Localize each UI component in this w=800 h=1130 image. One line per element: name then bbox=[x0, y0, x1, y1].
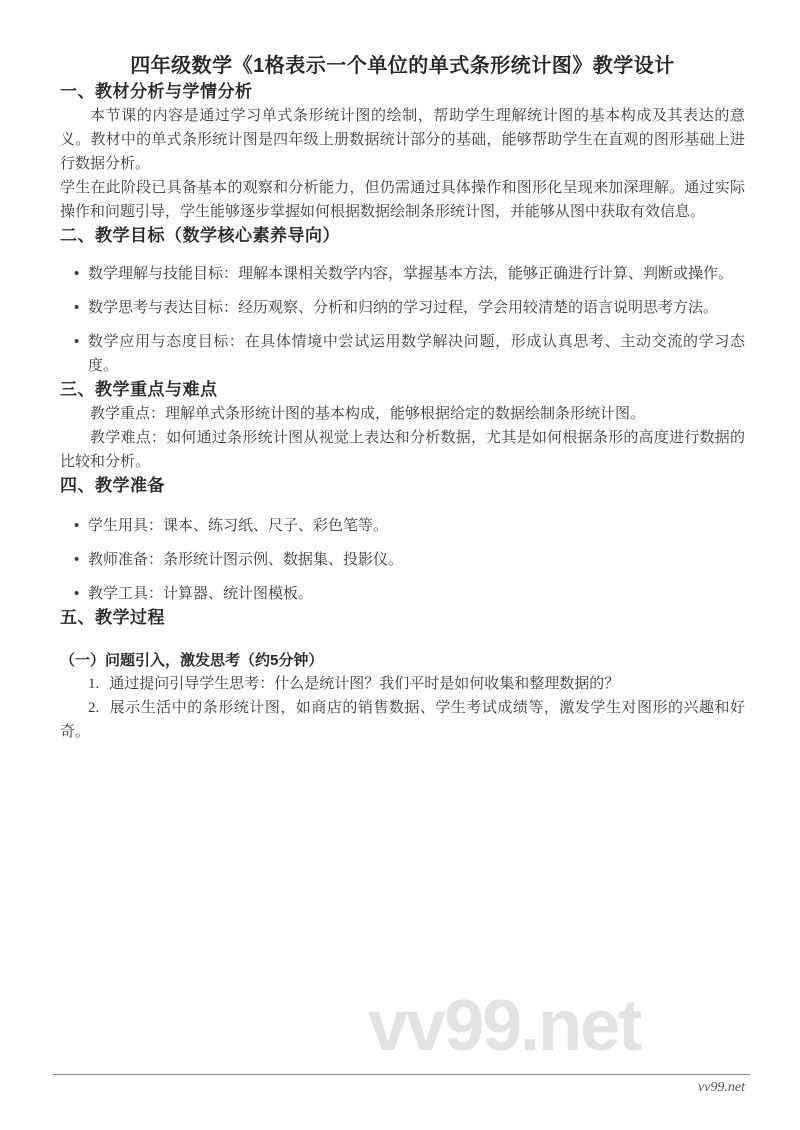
bullet-item bbox=[60, 330, 745, 378]
document-title: 四年级数学《1格表示一个单位的单式条形统计图》教学设计 bbox=[130, 55, 675, 77]
section-2-bullet-list bbox=[60, 262, 745, 378]
section-3-paragraph-2: 教学难点：如何通过条形统计图从视觉上表达和分析数据，尤其是如何根据条形的高度进行数据的比较和分析。 bbox=[60, 430, 745, 470]
footer-site-label: vv99.net bbox=[697, 1080, 745, 1095]
numbered-item-1 bbox=[60, 672, 745, 696]
bullet-item bbox=[60, 548, 745, 572]
bullet-marker: • bbox=[74, 551, 80, 568]
bullet-marker: • bbox=[74, 333, 80, 350]
section-5-subheading-1: （一）问题引入，激发思考（约5分钟） bbox=[60, 652, 324, 669]
watermark-text: vv99.net bbox=[368, 986, 641, 1066]
bullet-item bbox=[60, 514, 745, 538]
section-5-heading: 五、教学过程 bbox=[60, 608, 165, 627]
bullet-marker: • bbox=[74, 517, 80, 534]
bullet-text: 教学工具：计算器、统计图模板。 bbox=[88, 586, 314, 602]
section-3-paragraph-1: 教学重点：理解单式条形统计图的基本构成，能够根据给定的数据绘制条形统计图。 bbox=[90, 406, 646, 422]
section-3-heading: 三、教学重点与难点 bbox=[60, 380, 218, 399]
bullet-text: 教师准备：条形统计图示例、数据集、投影仪。 bbox=[88, 552, 404, 568]
section-1-paragraph-1: 本节课的内容是通过学习单式条形统计图的绘制，帮助学生理解统计图的基本构成及其表达的意义。教材中的单式条形统计图是四年级上册数据统计部分的基础，能够帮助学生在直观的图形基础上进行数据分析。 bbox=[60, 108, 745, 172]
section-4-bullet-list bbox=[60, 514, 745, 606]
section-2-heading: 二、教学目标（数学核心素养导向） bbox=[60, 226, 340, 245]
bullet-text: 学生用具：课本、练习纸、尺子、彩色笔等。 bbox=[88, 518, 389, 534]
bullet-text: 数学理解与技能目标：理解本课相关数学内容，掌握基本方法，能够正确进行计算、判断或操作。 bbox=[88, 266, 734, 282]
bullet-item bbox=[60, 296, 745, 320]
item-number: 1. bbox=[88, 676, 100, 692]
item-number: 2. bbox=[88, 700, 100, 716]
footer-divider bbox=[53, 1074, 750, 1075]
bullet-item bbox=[60, 582, 745, 606]
section-4-heading: 四、教学准备 bbox=[60, 476, 165, 495]
item-text: 通过提问引导学生思考：什么是统计图？我们平时是如何收集和整理数据的？ bbox=[109, 676, 620, 692]
bullet-item bbox=[60, 262, 745, 286]
item-text: 展示生活中的条形统计图，如商店的销售数据、学生考试成绩等，激发学生对图形的兴趣和好奇。 bbox=[60, 700, 745, 740]
bullet-marker: • bbox=[74, 265, 80, 282]
numbered-item-2 bbox=[60, 696, 745, 744]
bullet-marker: • bbox=[74, 299, 80, 316]
bullet-marker: • bbox=[74, 585, 80, 602]
section-1-heading: 一、教材分析与学情分析 bbox=[60, 82, 253, 101]
document-content bbox=[0, 52, 800, 744]
section-1-paragraph-2: 学生在此阶段已具备基本的观察和分析能力，但仍需通过具体操作和图形化呈现来加深理解。通过实际操作和问题引导，学生能够逐步掌握如何根据数据绘制条形统计图，并能够从图中获取有效信息。 bbox=[60, 180, 745, 220]
bullet-text: 数学应用与态度目标：在具体情境中尝试运用数学解决问题，形成认真思考、主动交流的学习态度。 bbox=[88, 334, 745, 374]
bullet-text: 数学思考与表达目标：经历观察、分析和归纳的学习过程，学会用较清楚的语言说明思考方法。 bbox=[88, 300, 719, 316]
